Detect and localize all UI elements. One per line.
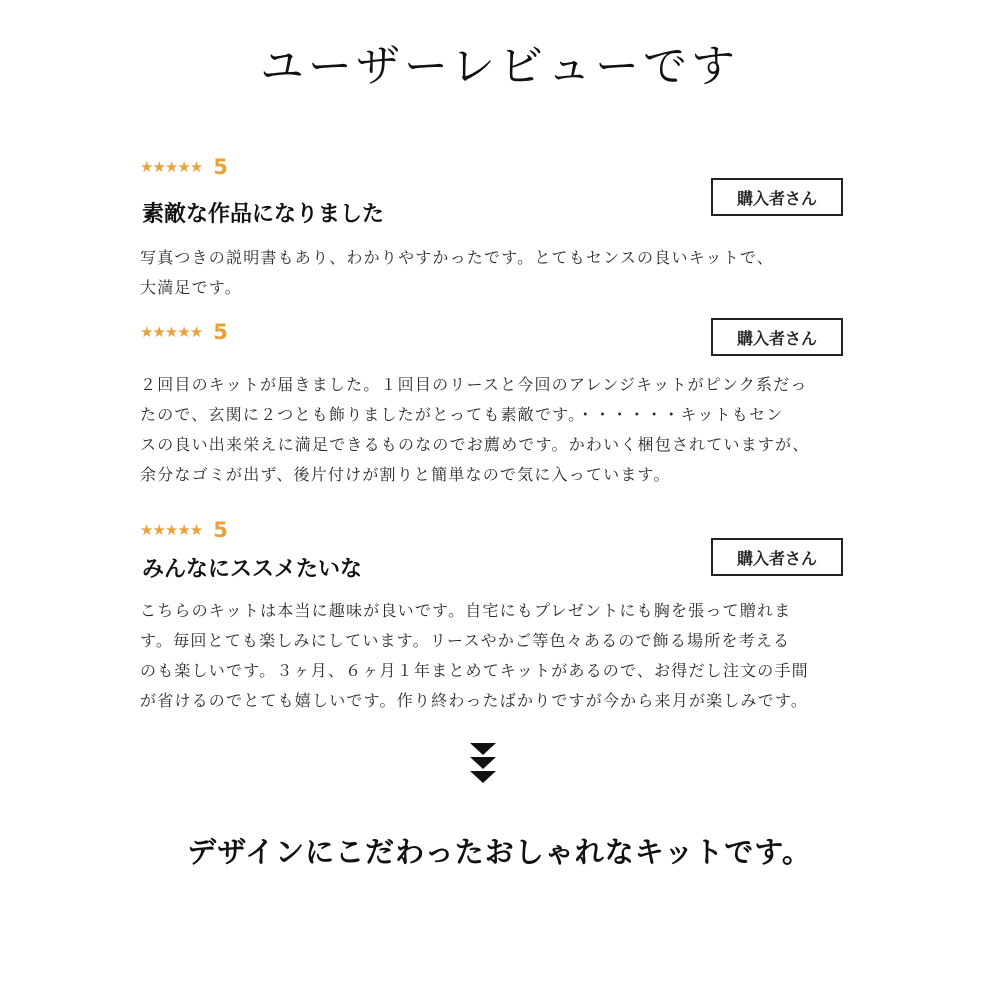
- triple-chevron-down-icon: [469, 743, 497, 785]
- star-rating-icon: ★★★★★: [140, 157, 203, 176]
- reviewer-badge: 購入者さん: [711, 178, 843, 216]
- review-body: ２回目のキットが届きました。１回目のリースと今回のアレンジキットがピンク系だっ たので、玄関に２つとも飾りましたがとっても素敵です。・・・・・・キットもセン スの良い出来栄えに満足できるものなのでお薦めです。かわいく梱包されていますが、 余分なゴミが出ず、後片付けが割りと簡単なので気に入っています。: [140, 375, 810, 484]
- reviewer-badge: 購入者さん: [711, 318, 843, 356]
- star-rating-icon: ★★★★★: [140, 520, 203, 539]
- reviewer-badge: 購入者さん: [711, 538, 843, 576]
- star-rating-icon: ★★★★★: [140, 322, 203, 341]
- rating: [140, 153, 860, 181]
- review-body: 写真つきの説明書もあり、わかりやすかったです。とてもセンスの良いキットで、 大満足です。: [140, 248, 775, 297]
- page-title: ユーザーレビューです: [259, 41, 740, 92]
- review-title: みんなにススメたいな: [142, 557, 363, 582]
- review-card: [140, 318, 860, 493]
- rating-score: 5: [213, 517, 228, 542]
- review-title: 素敵な作品になりました: [142, 202, 385, 227]
- review-body: こちらのキットは本当に趣味が良いです。自宅にもプレゼントにも胸を張って贈れま す。毎回とても楽しみにしています。リースやかご等色々あるので飾る場所を考える のも楽しいです。３ヶ月、６ヶ月１年まとめてキットがあるので、お得だし注文の手間 が省けるのでとても嬉しいです。作り終わったばかりですが今から来月が楽しみです。: [140, 601, 809, 710]
- review-card: [140, 516, 860, 726]
- rating-score: 5: [213, 319, 228, 344]
- rating-score: 5: [213, 154, 228, 179]
- closing-message: デザインにこだわったおしゃれなキットです。: [187, 835, 812, 869]
- review-card: [140, 153, 860, 303]
